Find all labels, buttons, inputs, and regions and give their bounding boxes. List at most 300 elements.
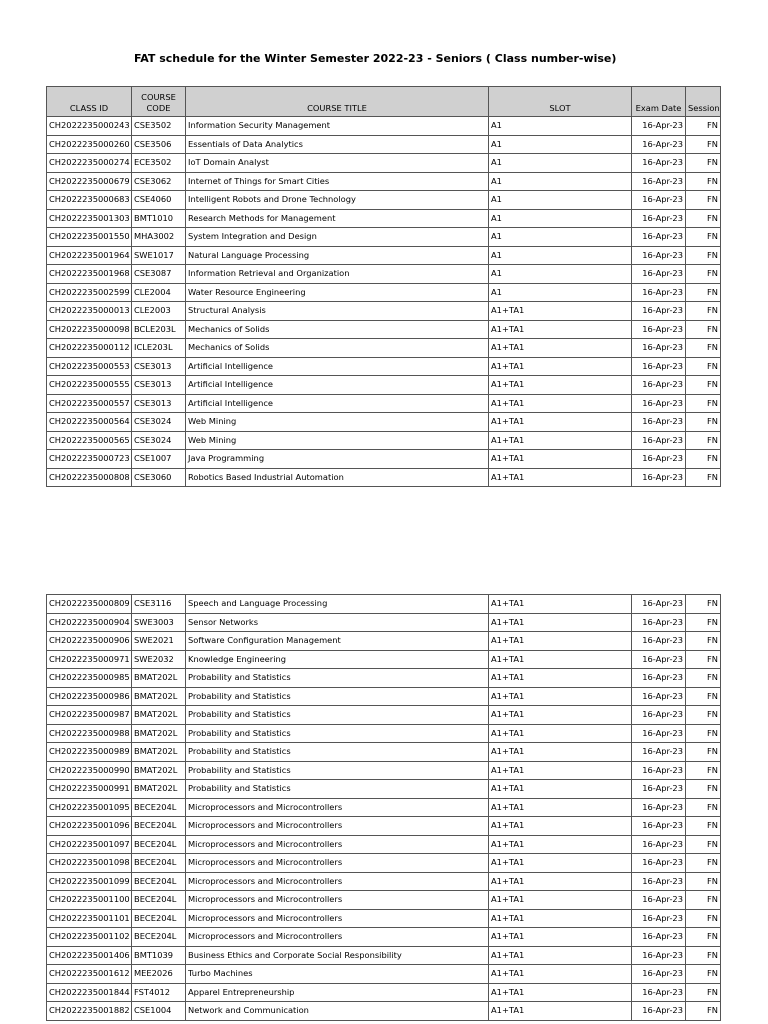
exam-date-cell: 16-Apr-23 (632, 302, 686, 321)
header-course-code-line1: COURSE (141, 92, 176, 102)
table-row (47, 394, 721, 413)
exam-date-cell: 16-Apr-23 (632, 413, 686, 432)
slot-cell: A1+TA1 (489, 891, 632, 910)
slot-cell: A1+TA1 (489, 761, 632, 780)
course-title-cell: Java Programming (186, 450, 489, 469)
exam-date-cell: 16-Apr-23 (632, 265, 686, 284)
course-code-cell: BECE204L (132, 798, 186, 817)
session-cell: FN (686, 154, 721, 173)
session-cell: FN (686, 817, 721, 836)
course-code-cell: CLE2004 (132, 283, 186, 302)
class-id-cell: CH2022235000723 (47, 450, 132, 469)
course-code-cell: ECE3502 (132, 154, 186, 173)
session-cell: FN (686, 798, 721, 817)
slot-cell: A1+TA1 (489, 706, 632, 725)
slot-cell: A1+TA1 (489, 302, 632, 321)
exam-date-cell: 16-Apr-23 (632, 154, 686, 173)
table-row (47, 154, 721, 173)
slot-cell: A1+TA1 (489, 687, 632, 706)
exam-date-cell: 16-Apr-23 (632, 909, 686, 928)
slot-cell: A1+TA1 (489, 669, 632, 688)
class-id-cell: CH2022235001101 (47, 909, 132, 928)
exam-date-cell: 16-Apr-23 (632, 450, 686, 469)
exam-date-cell: 16-Apr-23 (632, 706, 686, 725)
class-id-cell: CH2022235001096 (47, 817, 132, 836)
course-title-cell: Business Ethics and Corporate Social Responsibility (186, 946, 489, 965)
session-cell: FN (686, 835, 721, 854)
slot-cell: A1+TA1 (489, 909, 632, 928)
slot-cell: A1 (489, 154, 632, 173)
exam-date-cell: 16-Apr-23 (632, 320, 686, 339)
class-id-cell: CH2022235001844 (47, 983, 132, 1002)
session-cell: FN (686, 632, 721, 651)
table-row (47, 431, 721, 450)
exam-date-cell: 16-Apr-23 (632, 283, 686, 302)
class-id-cell: CH2022235000564 (47, 413, 132, 432)
slot-cell: A1 (489, 172, 632, 191)
course-title-cell: Microprocessors and Microcontrollers (186, 872, 489, 891)
exam-date-cell: 16-Apr-23 (632, 650, 686, 669)
course-title-cell: Software Configuration Management (186, 632, 489, 651)
slot-cell: A1+TA1 (489, 376, 632, 395)
class-id-cell: CH2022235000683 (47, 191, 132, 210)
session-cell: FN (686, 669, 721, 688)
table-row (47, 265, 721, 284)
table-row (47, 320, 721, 339)
schedule-table-2 (46, 594, 721, 1021)
table-row (47, 172, 721, 191)
course-title-cell: Microprocessors and Microcontrollers (186, 909, 489, 928)
table-row (47, 283, 721, 302)
table-row (47, 450, 721, 469)
course-code-cell: BECE204L (132, 928, 186, 947)
class-id-cell: CH2022235001406 (47, 946, 132, 965)
course-title-cell: Microprocessors and Microcontrollers (186, 817, 489, 836)
course-title-cell: Speech and Language Processing (186, 595, 489, 614)
course-code-cell: MEE2026 (132, 965, 186, 984)
course-title-cell: Research Methods for Management (186, 209, 489, 228)
session-cell: FN (686, 117, 721, 136)
slot-cell: A1+TA1 (489, 394, 632, 413)
course-code-cell: CSE3502 (132, 117, 186, 136)
course-code-cell: CLE2003 (132, 302, 186, 321)
session-cell: FN (686, 191, 721, 210)
course-code-cell: CSE3506 (132, 135, 186, 154)
slot-cell: A1 (489, 117, 632, 136)
slot-cell: A1+TA1 (489, 413, 632, 432)
table-row (47, 706, 721, 725)
exam-date-cell: 16-Apr-23 (632, 376, 686, 395)
table-row (47, 246, 721, 265)
session-cell: FN (686, 1002, 721, 1021)
session-cell: FN (686, 724, 721, 743)
class-id-cell: CH2022235001102 (47, 928, 132, 947)
course-title-cell: Structural Analysis (186, 302, 489, 321)
course-code-cell: BMAT202L (132, 761, 186, 780)
slot-cell: A1+TA1 (489, 1002, 632, 1021)
exam-date-cell: 16-Apr-23 (632, 835, 686, 854)
course-code-cell: BMAT202L (132, 780, 186, 799)
course-title-cell: Probability and Statistics (186, 743, 489, 762)
class-id-cell: CH2022235000112 (47, 339, 132, 358)
session-cell: FN (686, 246, 721, 265)
slot-cell: A1+TA1 (489, 928, 632, 947)
exam-date-cell: 16-Apr-23 (632, 246, 686, 265)
session-cell: FN (686, 302, 721, 321)
exam-date-cell: 16-Apr-23 (632, 761, 686, 780)
course-title-cell: Microprocessors and Microcontrollers (186, 928, 489, 947)
slot-cell: A1 (489, 265, 632, 284)
class-id-cell: CH2022235000013 (47, 302, 132, 321)
table-row (47, 376, 721, 395)
course-code-cell: CSE3024 (132, 413, 186, 432)
course-code-cell: BCLE203L (132, 320, 186, 339)
schedule-table-1 (46, 86, 721, 487)
session-cell: FN (686, 946, 721, 965)
exam-date-cell: 16-Apr-23 (632, 431, 686, 450)
class-id-cell: CH2022235001550 (47, 228, 132, 247)
exam-date-cell: 16-Apr-23 (632, 357, 686, 376)
slot-cell: A1+TA1 (489, 780, 632, 799)
class-id-cell: CH2022235000553 (47, 357, 132, 376)
session-cell: FN (686, 172, 721, 191)
exam-date-cell: 16-Apr-23 (632, 669, 686, 688)
exam-date-cell: 16-Apr-23 (632, 172, 686, 191)
table-row (47, 117, 721, 136)
exam-date-cell: 16-Apr-23 (632, 595, 686, 614)
table-row (47, 724, 721, 743)
class-id-cell: CH2022235000808 (47, 468, 132, 487)
class-id-cell: CH2022235001095 (47, 798, 132, 817)
course-code-cell: BECE204L (132, 909, 186, 928)
exam-date-cell: 16-Apr-23 (632, 191, 686, 210)
course-title-cell: Mechanics of Solids (186, 320, 489, 339)
exam-date-cell: 16-Apr-23 (632, 209, 686, 228)
header-slot: SLOT (489, 87, 632, 117)
table-row (47, 413, 721, 432)
class-id-cell: CH2022235000987 (47, 706, 132, 725)
class-id-cell: CH2022235001612 (47, 965, 132, 984)
course-title-cell: Probability and Statistics (186, 669, 489, 688)
header-course-code (132, 87, 186, 117)
table-row (47, 798, 721, 817)
table-row (47, 228, 721, 247)
course-title-cell: Probability and Statistics (186, 706, 489, 725)
session-cell: FN (686, 228, 721, 247)
course-title-cell: Microprocessors and Microcontrollers (186, 891, 489, 910)
class-id-cell: CH2022235000260 (47, 135, 132, 154)
slot-cell: A1+TA1 (489, 872, 632, 891)
course-title-cell: IoT Domain Analyst (186, 154, 489, 173)
course-code-cell: BMAT202L (132, 669, 186, 688)
course-title-cell: Sensor Networks (186, 613, 489, 632)
header-session: Session (686, 87, 721, 117)
class-id-cell: CH2022235001964 (47, 246, 132, 265)
table-row (47, 835, 721, 854)
exam-date-cell: 16-Apr-23 (632, 339, 686, 358)
course-title-cell: Artificial Intelligence (186, 357, 489, 376)
session-cell: FN (686, 468, 721, 487)
page-title: FAT schedule for the Winter Semester 2022-23 - Seniors ( Class number-wise) (134, 52, 617, 65)
slot-cell: A1+TA1 (489, 613, 632, 632)
class-id-cell: CH2022235000906 (47, 632, 132, 651)
slot-cell: A1 (489, 246, 632, 265)
course-title-cell: Probability and Statistics (186, 724, 489, 743)
course-code-cell: CSE3116 (132, 595, 186, 614)
session-cell: FN (686, 431, 721, 450)
slot-cell: A1+TA1 (489, 339, 632, 358)
slot-cell: A1+TA1 (489, 724, 632, 743)
table-row (47, 817, 721, 836)
slot-cell: A1 (489, 283, 632, 302)
header-class-id: CLASS ID (47, 87, 132, 117)
course-code-cell: BECE204L (132, 835, 186, 854)
course-code-cell: SWE2032 (132, 650, 186, 669)
session-cell: FN (686, 320, 721, 339)
course-code-cell: SWE1017 (132, 246, 186, 265)
slot-cell: A1 (489, 209, 632, 228)
class-id-cell: CH2022235001097 (47, 835, 132, 854)
course-title-cell: Information Retrieval and Organization (186, 265, 489, 284)
exam-date-cell: 16-Apr-23 (632, 798, 686, 817)
table-row (47, 780, 721, 799)
session-cell: FN (686, 928, 721, 947)
course-code-cell: CSE3024 (132, 431, 186, 450)
table-row (47, 983, 721, 1002)
exam-date-cell: 16-Apr-23 (632, 613, 686, 632)
table-row (47, 650, 721, 669)
table-row (47, 965, 721, 984)
session-cell: FN (686, 339, 721, 358)
slot-cell: A1+TA1 (489, 983, 632, 1002)
table-row (47, 135, 721, 154)
class-id-cell: CH2022235000988 (47, 724, 132, 743)
session-cell: FN (686, 283, 721, 302)
table-row (47, 613, 721, 632)
session-cell: FN (686, 450, 721, 469)
session-cell: FN (686, 891, 721, 910)
class-id-cell: CH2022235000809 (47, 595, 132, 614)
course-code-cell: BMAT202L (132, 706, 186, 725)
exam-date-cell: 16-Apr-23 (632, 687, 686, 706)
slot-cell: A1+TA1 (489, 798, 632, 817)
slot-cell: A1+TA1 (489, 854, 632, 873)
table-row (47, 468, 721, 487)
table-row (47, 191, 721, 210)
header-exam-date: Exam Date (632, 87, 686, 117)
exam-date-cell: 16-Apr-23 (632, 780, 686, 799)
course-title-cell: Web Mining (186, 431, 489, 450)
slot-cell: A1+TA1 (489, 946, 632, 965)
table-row (47, 632, 721, 651)
slot-cell: A1+TA1 (489, 320, 632, 339)
session-cell: FN (686, 909, 721, 928)
course-code-cell: CSE1007 (132, 450, 186, 469)
course-title-cell: Mechanics of Solids (186, 339, 489, 358)
slot-cell: A1+TA1 (489, 835, 632, 854)
course-code-cell: ICLE203L (132, 339, 186, 358)
class-id-cell: CH2022235000565 (47, 431, 132, 450)
course-title-cell: Probability and Statistics (186, 780, 489, 799)
course-code-cell: SWE2021 (132, 632, 186, 651)
table-row (47, 872, 721, 891)
course-title-cell: Turbo Machines (186, 965, 489, 984)
table-row (47, 761, 721, 780)
course-code-cell: CSE3060 (132, 468, 186, 487)
course-code-cell: BECE204L (132, 891, 186, 910)
course-title-cell: System Integration and Design (186, 228, 489, 247)
session-cell: FN (686, 965, 721, 984)
course-title-cell: Artificial Intelligence (186, 394, 489, 413)
class-id-cell: CH2022235002599 (47, 283, 132, 302)
course-title-cell: Essentials of Data Analytics (186, 135, 489, 154)
class-id-cell: CH2022235001882 (47, 1002, 132, 1021)
table-row (47, 891, 721, 910)
session-cell: FN (686, 413, 721, 432)
course-code-cell: BECE204L (132, 854, 186, 873)
course-title-cell: Knowledge Engineering (186, 650, 489, 669)
class-id-cell: CH2022235001968 (47, 265, 132, 284)
table-row (47, 595, 721, 614)
class-id-cell: CH2022235000989 (47, 743, 132, 762)
class-id-cell: CH2022235000971 (47, 650, 132, 669)
exam-date-cell: 16-Apr-23 (632, 468, 686, 487)
table-row (47, 928, 721, 947)
course-title-cell: Microprocessors and Microcontrollers (186, 835, 489, 854)
class-id-cell: CH2022235001303 (47, 209, 132, 228)
session-cell: FN (686, 613, 721, 632)
course-code-cell: BMAT202L (132, 724, 186, 743)
session-cell: FN (686, 357, 721, 376)
table-row (47, 1002, 721, 1021)
course-title-cell: Robotics Based Industrial Automation (186, 468, 489, 487)
course-code-cell: BECE204L (132, 872, 186, 891)
slot-cell: A1 (489, 135, 632, 154)
course-title-cell: Information Security Management (186, 117, 489, 136)
exam-date-cell: 16-Apr-23 (632, 1002, 686, 1021)
exam-date-cell: 16-Apr-23 (632, 135, 686, 154)
table-row (47, 339, 721, 358)
slot-cell: A1+TA1 (489, 595, 632, 614)
course-code-cell: BMT1039 (132, 946, 186, 965)
course-code-cell: MHA3002 (132, 228, 186, 247)
exam-date-cell: 16-Apr-23 (632, 854, 686, 873)
exam-date-cell: 16-Apr-23 (632, 983, 686, 1002)
exam-date-cell: 16-Apr-23 (632, 891, 686, 910)
course-code-cell: CSE3013 (132, 376, 186, 395)
session-cell: FN (686, 872, 721, 891)
slot-cell: A1+TA1 (489, 965, 632, 984)
session-cell: FN (686, 854, 721, 873)
course-code-cell: SWE3003 (132, 613, 186, 632)
class-id-cell: CH2022235000098 (47, 320, 132, 339)
exam-date-cell: 16-Apr-23 (632, 928, 686, 947)
slot-cell: A1+TA1 (489, 431, 632, 450)
table-row (47, 302, 721, 321)
session-cell: FN (686, 761, 721, 780)
table-row (47, 946, 721, 965)
class-id-cell: CH2022235001099 (47, 872, 132, 891)
slot-cell: A1+TA1 (489, 650, 632, 669)
class-id-cell: CH2022235000985 (47, 669, 132, 688)
slot-cell: A1+TA1 (489, 817, 632, 836)
table-row (47, 687, 721, 706)
slot-cell: A1+TA1 (489, 357, 632, 376)
slot-cell: A1+TA1 (489, 743, 632, 762)
exam-date-cell: 16-Apr-23 (632, 946, 686, 965)
course-code-cell: BMAT202L (132, 743, 186, 762)
table-row (47, 357, 721, 376)
course-code-cell: CSE3013 (132, 394, 186, 413)
course-title-cell: Water Resource Engineering (186, 283, 489, 302)
session-cell: FN (686, 595, 721, 614)
course-code-cell: CSE4060 (132, 191, 186, 210)
course-title-cell: Microprocessors and Microcontrollers (186, 854, 489, 873)
session-cell: FN (686, 265, 721, 284)
table-header-row (47, 87, 721, 117)
course-code-cell: CSE3087 (132, 265, 186, 284)
exam-date-cell: 16-Apr-23 (632, 743, 686, 762)
table-row (47, 854, 721, 873)
table-row (47, 669, 721, 688)
class-id-cell: CH2022235000243 (47, 117, 132, 136)
class-id-cell: CH2022235001100 (47, 891, 132, 910)
session-cell: FN (686, 209, 721, 228)
table-row (47, 209, 721, 228)
table-row (47, 909, 721, 928)
exam-date-cell: 16-Apr-23 (632, 117, 686, 136)
course-code-cell: FST4012 (132, 983, 186, 1002)
class-id-cell: CH2022235000904 (47, 613, 132, 632)
session-cell: FN (686, 650, 721, 669)
course-code-cell: BECE204L (132, 817, 186, 836)
course-title-cell: Microprocessors and Microcontrollers (186, 798, 489, 817)
class-id-cell: CH2022235000990 (47, 761, 132, 780)
course-code-cell: BMAT202L (132, 687, 186, 706)
class-id-cell: CH2022235000274 (47, 154, 132, 173)
class-id-cell: CH2022235000679 (47, 172, 132, 191)
class-id-cell: CH2022235000557 (47, 394, 132, 413)
class-id-cell: CH2022235001098 (47, 854, 132, 873)
slot-cell: A1 (489, 191, 632, 210)
class-id-cell: CH2022235000986 (47, 687, 132, 706)
session-cell: FN (686, 780, 721, 799)
slot-cell: A1+TA1 (489, 468, 632, 487)
course-title-cell: Artificial Intelligence (186, 376, 489, 395)
course-title-cell: Internet of Things for Smart Cities (186, 172, 489, 191)
course-code-cell: CSE1004 (132, 1002, 186, 1021)
exam-date-cell: 16-Apr-23 (632, 394, 686, 413)
course-title-cell: Intelligent Robots and Drone Technology (186, 191, 489, 210)
slot-cell: A1+TA1 (489, 632, 632, 651)
header-course-code-line2: CODE (146, 103, 171, 113)
exam-date-cell: 16-Apr-23 (632, 724, 686, 743)
session-cell: FN (686, 743, 721, 762)
exam-date-cell: 16-Apr-23 (632, 872, 686, 891)
slot-cell: A1+TA1 (489, 450, 632, 469)
exam-date-cell: 16-Apr-23 (632, 817, 686, 836)
course-title-cell: Natural Language Processing (186, 246, 489, 265)
course-title-cell: Probability and Statistics (186, 687, 489, 706)
session-cell: FN (686, 394, 721, 413)
session-cell: FN (686, 706, 721, 725)
session-cell: FN (686, 687, 721, 706)
session-cell: FN (686, 376, 721, 395)
class-id-cell: CH2022235000991 (47, 780, 132, 799)
course-title-cell: Probability and Statistics (186, 761, 489, 780)
session-cell: FN (686, 983, 721, 1002)
header-course-title: COURSE TITLE (186, 87, 489, 117)
